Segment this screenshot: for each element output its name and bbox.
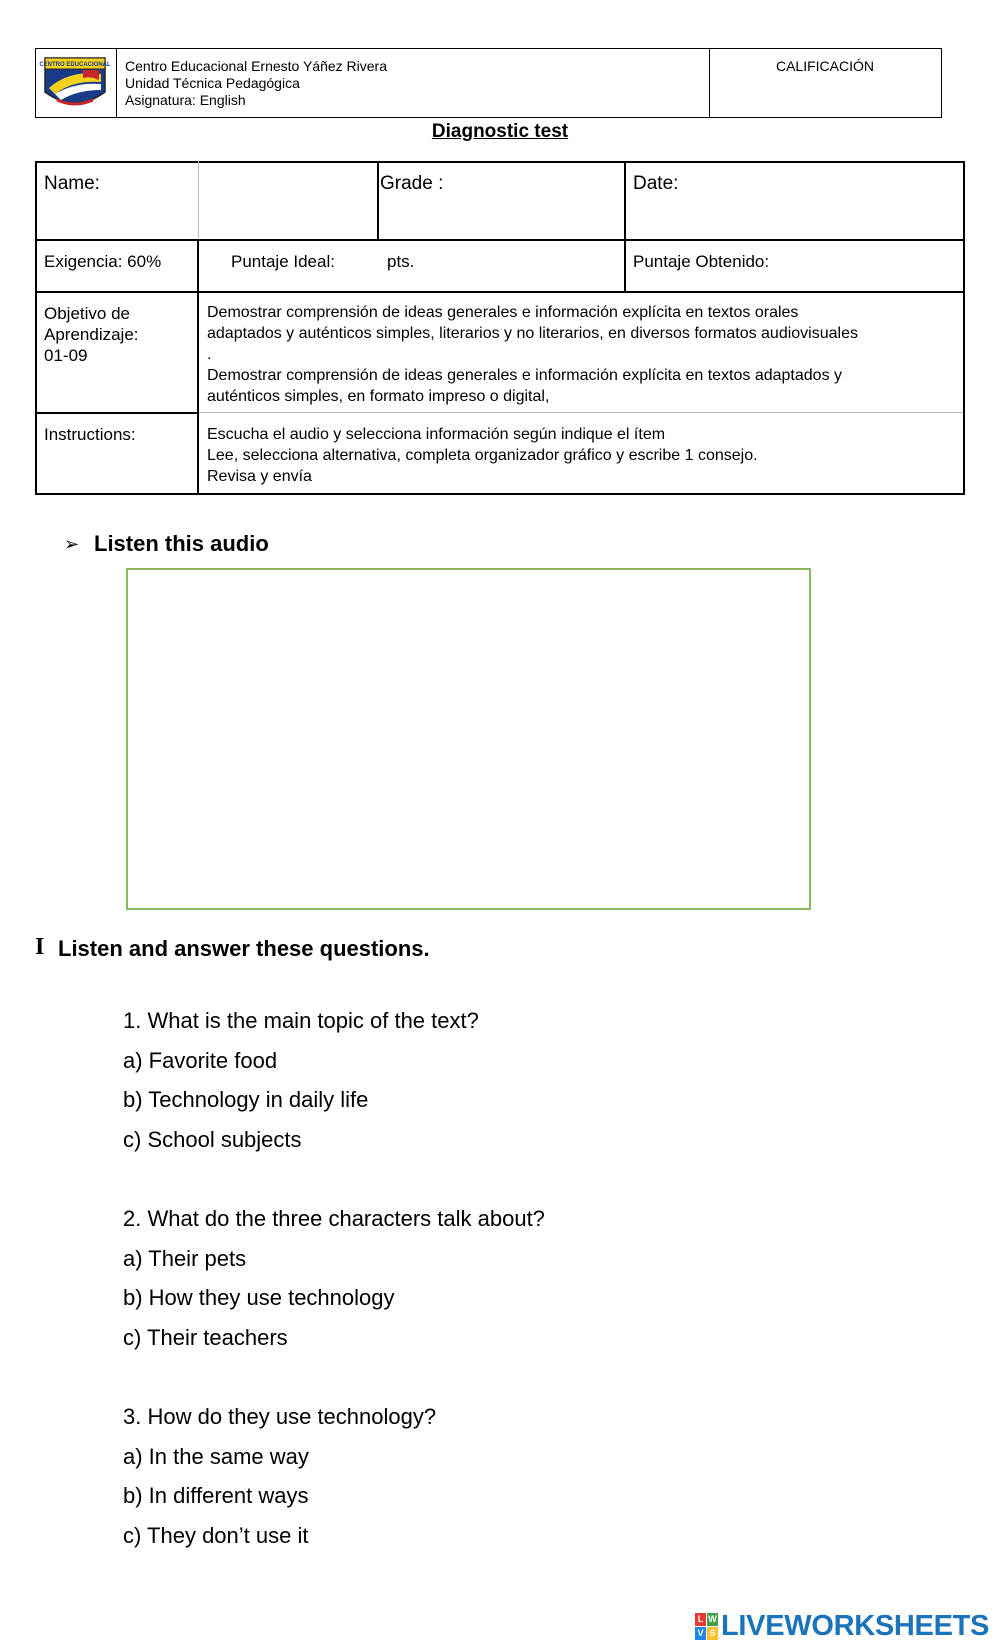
objetivo-text <box>207 302 858 407</box>
option-3a[interactable]: a) In the same way <box>123 1444 309 1469</box>
school-unit: Unidad Técnica Pedagógica <box>125 75 300 91</box>
info-table <box>35 161 965 494</box>
svg-text:CENTRO EDUCACIONAL: CENTRO EDUCACIONAL <box>39 62 111 68</box>
page-title: Diagnostic test <box>431 121 569 142</box>
option-1c[interactable]: c) School subjects <box>123 1127 302 1152</box>
audio-player-box[interactable] <box>126 568 811 910</box>
school-name: Centro Educacional Ernesto Yáñez Rivera <box>125 58 388 74</box>
question-2: 2. What do the three characters talk about? <box>123 1206 545 1231</box>
puntaje-obtenido-label: Puntaje Obtenido: <box>633 252 770 271</box>
mark-letter: V <box>695 1627 706 1640</box>
mark-letter: W <box>708 1614 717 1624</box>
liveworksheets-logo <box>695 1610 989 1643</box>
header-box <box>35 48 942 118</box>
listen-heading: Listen this audio <box>94 531 269 556</box>
section-heading: Listen and answer these questions. <box>58 936 430 961</box>
section-number: I <box>35 934 45 960</box>
objetivo-label-line: Aprendizaje: <box>44 325 139 344</box>
school-logo <box>39 56 111 109</box>
objetivo-line: Demostrar comprensión de ideas generales e información explícita en textos orales <box>207 304 799 321</box>
option-3b[interactable]: b) In different ways <box>123 1483 309 1508</box>
mark-letter: S <box>707 1627 718 1640</box>
school-info <box>125 58 387 109</box>
mark-letter: L <box>695 1613 706 1626</box>
instructions-label: Instructions: <box>44 425 136 444</box>
objetivo-line: . <box>207 346 212 363</box>
logo-cell <box>36 49 117 117</box>
option-2a[interactable]: a) Their pets <box>123 1246 247 1271</box>
option-1a[interactable]: a) Favorite food <box>123 1048 278 1073</box>
instruction-line: Escucha el audio y selecciona información según indique el ítem <box>207 426 666 443</box>
option-1b[interactable]: b) Technology in daily life <box>123 1087 369 1112</box>
calificacion-label: CALIFICACIÓN <box>775 58 874 74</box>
exigencia-label: Exigencia: 60% <box>44 252 162 271</box>
instruction-line: Revisa y envía <box>207 468 312 485</box>
liveworksheets-brand: LIVEWORKSHEETS <box>721 1610 990 1642</box>
arrow-bullet-icon: ➢ <box>64 534 80 554</box>
option-3c[interactable]: c) They don’t use it <box>123 1523 309 1548</box>
option-2c[interactable]: c) Their teachers <box>123 1325 288 1350</box>
subject-label: Asignatura: English <box>125 92 246 108</box>
objetivo-line: auténticos simples, en formato impreso o digital, <box>207 388 550 405</box>
question-3: 3. How do they use technology? <box>123 1404 437 1429</box>
liveworksheets-mark-icon <box>695 1613 718 1640</box>
objetivo-label <box>44 303 139 366</box>
objetivo-line: adaptados y auténticos simples, literarios y no literarios, en diversos formatos audiovisuales <box>207 325 858 342</box>
grade-label: Grade : <box>380 173 444 194</box>
date-label: Date: <box>633 173 679 194</box>
pts-label: pts. <box>387 252 415 271</box>
puntaje-ideal-label: Puntaje Ideal: <box>231 252 335 271</box>
name-label: Name: <box>44 173 100 194</box>
objetivo-line: Demostrar comprensión de ideas generales e información explícita en textos adaptados y <box>207 367 843 384</box>
objetivo-label-line: Objetivo de <box>44 304 130 323</box>
question-1: 1. What is the main topic of the text? <box>123 1008 479 1033</box>
objetivo-code: 01-09 <box>44 346 88 365</box>
instructions-text <box>207 424 758 487</box>
instruction-line: Lee, selecciona alternativa, completa organizador gráfico y escribe 1 consejo. <box>207 447 758 464</box>
option-2b[interactable]: b) How they use technology <box>123 1285 395 1310</box>
grade-cell <box>709 49 940 117</box>
